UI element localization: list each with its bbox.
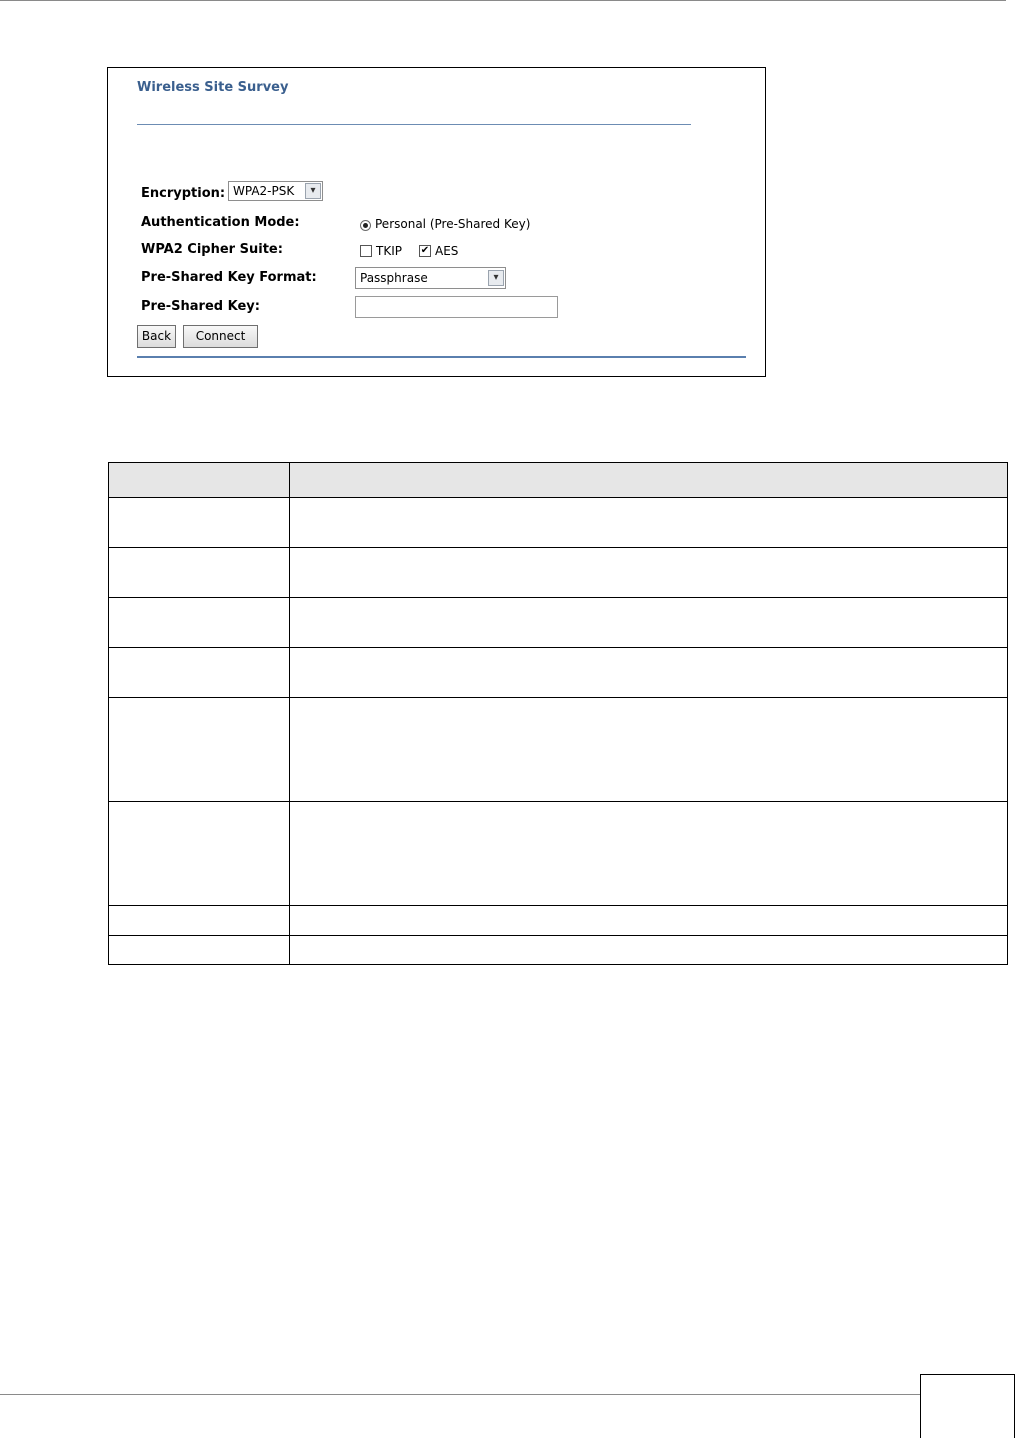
psk-input[interactable] [355, 296, 558, 318]
tkip-label: TKIP [376, 244, 402, 258]
footer-divider [137, 356, 746, 358]
chevron-down-icon: ▾ [488, 270, 504, 286]
connect-button[interactable]: Connect [183, 325, 258, 348]
table-header-cell [109, 463, 290, 498]
encryption-label: Encryption: [141, 186, 226, 201]
authentication-mode-label: Authentication Mode: [141, 215, 300, 230]
encryption-value: WPA2-PSK [233, 184, 295, 198]
psk-format-value: Passphrase [360, 271, 428, 285]
table-header-cell [290, 463, 1008, 498]
table-row [109, 498, 1008, 548]
table-row [109, 548, 1008, 598]
back-button[interactable]: Back [137, 325, 176, 348]
personal-option-label: Personal (Pre-Shared Key) [375, 217, 531, 231]
top-rule [0, 0, 1006, 1]
tkip-checkbox[interactable] [360, 245, 372, 257]
table-row [109, 648, 1008, 698]
bottom-rule [0, 1394, 920, 1395]
personal-radio[interactable] [360, 220, 371, 231]
cipher-suite-label: WPA2 Cipher Suite: [141, 242, 283, 257]
chevron-down-icon: ▾ [305, 183, 321, 199]
encryption-select[interactable] [228, 181, 323, 201]
panel-title: Wireless Site Survey [137, 80, 289, 95]
table-row [109, 698, 1008, 802]
table-row [109, 598, 1008, 648]
psk-label: Pre-Shared Key: [141, 299, 260, 314]
table-row [109, 802, 1008, 906]
table-row [109, 936, 1008, 965]
aes-checkbox[interactable] [419, 245, 431, 257]
title-divider [137, 124, 691, 125]
psk-format-label: Pre-Shared Key Format: [141, 270, 317, 285]
table-row [109, 906, 1008, 936]
table-header-row [109, 463, 1008, 498]
wireless-site-survey-panel [107, 67, 766, 377]
psk-format-select[interactable] [355, 267, 506, 289]
aes-label: AES [435, 244, 459, 258]
field-description-table [108, 462, 1008, 965]
check-icon: ✔ [420, 245, 430, 256]
page-number-box [920, 1374, 1015, 1438]
